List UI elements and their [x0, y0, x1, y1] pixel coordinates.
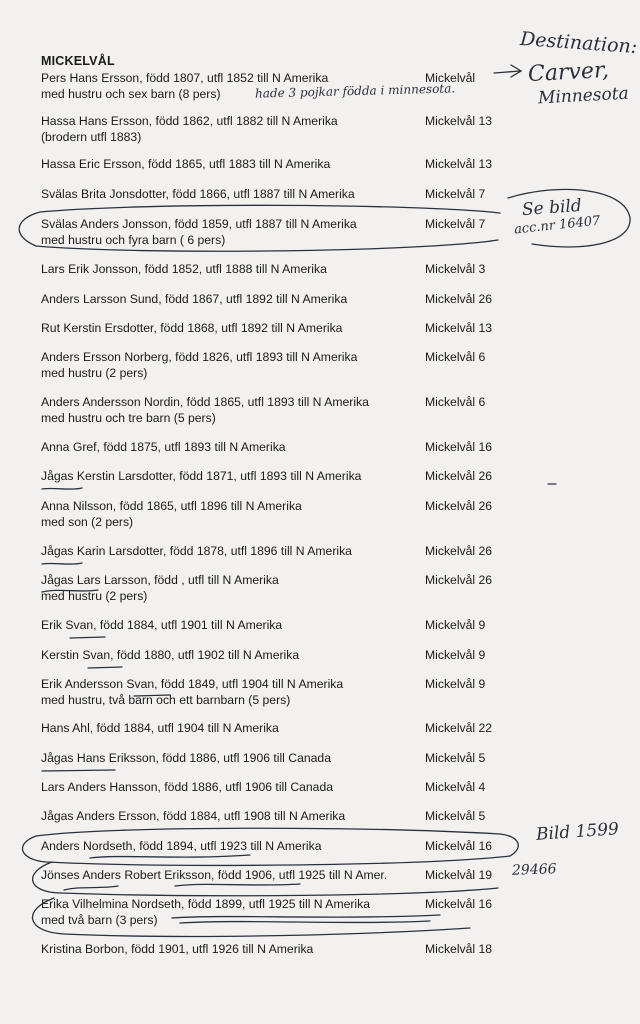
record-description: Erika Vilhelmina Nordseth, född 1899, utfl 1925 till N Amerika med två barn (3 pers)	[41, 897, 371, 927]
record-description: Svälas Brita Jonsdotter, född 1866, utfl 1887 till N Amerika	[41, 187, 355, 201]
record-description: Lars Anders Hansson, född 1886, utfl 1906 till Canada	[41, 780, 334, 794]
record-place: Mickelvål	[425, 71, 476, 85]
record-description: Kerstin Svan, född 1880, utfl 1902 till N Amerika	[41, 648, 300, 662]
handwritten-number: 29466	[511, 861, 557, 879]
record-place: Mickelvål 16	[425, 440, 493, 454]
record-place: Mickelvål 26	[425, 292, 493, 306]
record-place: Mickelvål 6	[425, 395, 486, 409]
record-description: Anders Ersson Norberg, född 1826, utfl 1893 till N Amerika med hustru (2 pers)	[41, 350, 358, 380]
record-description: Jågas Lars Larsson, född , utfl till N Amerika med hustru (2 pers)	[41, 573, 279, 603]
record-description: Hassa Eric Ersson, född 1865, utfl 1883 till N Amerika	[41, 157, 331, 171]
record-place: Mickelvål 26	[425, 544, 493, 558]
record-place: Mickelvål 18	[425, 942, 493, 956]
record-description: Hassa Hans Ersson, född 1862, utfl 1882 till N Amerika (brodern utfl 1883)	[41, 114, 338, 144]
record-description: Anna Gref, född 1875, utfl 1893 till N Amerika	[41, 440, 286, 454]
record-description: Jågas Kerstin Larsdotter, född 1871, utfl 1893 till N Amerika	[41, 469, 362, 483]
handwritten-bild-1599: Bild 1599	[535, 819, 620, 845]
ink-scribble-1	[90, 855, 250, 858]
ink-underline-jagas-hans	[42, 770, 115, 771]
record-place: Mickelvål 13	[425, 157, 493, 171]
record-place: Mickelvål 16	[425, 897, 493, 911]
record-description: Anders Nordseth, född 1894, utfl 1923 till N Amerika	[41, 839, 322, 853]
record-description: Lars Erik Jonsson, född 1852, utfl 1888 till N Amerika	[41, 262, 327, 276]
record-place: Mickelvål 7	[425, 217, 486, 231]
record-description: Jågas Karin Larsdotter, född 1878, utfl 1896 till N Amerika	[41, 544, 352, 558]
record-description: Jönses Anders Robert Eriksson, född 1906, utfl 1925 till N Amer.	[41, 868, 388, 882]
record-description: Rut Kerstin Ersdotter, född 1868, utfl 1892 till N Amerika	[41, 321, 343, 335]
record-description: Kristina Borbon, född 1901, utfl 1926 till N Amerika	[41, 942, 314, 956]
record-place: Mickelvål 13	[425, 114, 493, 128]
record-place: Mickelvål 9	[425, 648, 486, 662]
record-description: Pers Hans Ersson, född 1807, utfl 1852 till N Amerika med hustru och sex barn (8 pers)	[41, 71, 329, 101]
handwritten-row-note: hade 3 pojkar födda i minnesota.	[254, 81, 456, 101]
record-place: Mickelvål 5	[425, 751, 486, 765]
record-place: Mickelvål 26	[425, 469, 493, 483]
record-place: Mickelvål 3	[425, 262, 486, 276]
ink-underline-svan-erik	[70, 637, 105, 638]
record-place: Mickelvål 13	[425, 321, 493, 335]
record-description: Svälas Anders Jonsson, född 1859, utfl 1887 till N Amerika med hustru och fyra barn ( 6 pers)	[41, 217, 357, 247]
record-description: Jågas Hans Eriksson, född 1886, utfl 1906 till Canada	[41, 751, 331, 765]
record-place: Mickelvål 26	[425, 499, 493, 513]
record-place: Mickelvål 16	[425, 839, 493, 853]
record-description: Anna Nilsson, född 1865, utfl 1896 till N Amerika med son (2 pers)	[41, 499, 302, 529]
handwritten-destination-city: Carver,	[527, 57, 610, 88]
record-description: Anders Larsson Sund, född 1867, utfl 1892 till N Amerika	[41, 292, 348, 306]
ink-underline-jagas-karin	[42, 563, 82, 564]
record-place: Mickelvål 9	[425, 618, 486, 632]
handwritten-se-bild: Se bild	[521, 195, 583, 221]
handwritten-destination-state: Minnesota	[537, 83, 630, 109]
ink-underline-jagas-kerstin	[42, 488, 82, 489]
handwritten-acc-nr: acc.nr 16407	[513, 213, 602, 238]
record-place: Mickelvål 4	[425, 780, 486, 794]
record-place: Mickelvål 5	[425, 809, 486, 823]
record-place: Mickelvål 26	[425, 573, 493, 587]
record-description: Anders Andersson Nordin, född 1865, utfl 1893 till N Amerika med hustru och tre barn (5 pers)	[41, 395, 369, 425]
record-place: Mickelvål 9	[425, 677, 486, 691]
ink-underline-svan-kerstin	[88, 667, 122, 668]
record-description: Hans Ahl, född 1884, utfl 1904 till N Amerika	[41, 721, 279, 735]
ink-arrow	[494, 65, 521, 77]
record-place: Mickelvål 22	[425, 721, 493, 735]
ink-scribble-2	[64, 884, 300, 890]
record-description: Jågas Anders Ersson, född 1884, utfl 1908 till N Amerika	[41, 809, 346, 823]
record-description: Erik Andersson Svan, född 1849, utfl 1904 till N Amerika med hustru, två barn och ett barnbarn (5 pers)	[41, 677, 344, 707]
record-place: Mickelvål 6	[425, 350, 486, 364]
record-description: Erik Svan, född 1884, utfl 1901 till N Amerika	[41, 618, 283, 632]
handwritten-destination-label: Destination:	[519, 27, 638, 59]
record-place: Mickelvål 7	[425, 187, 486, 201]
record-place: Mickelvål 19	[425, 868, 493, 882]
page-heading: MICKELVÅL	[41, 54, 115, 68]
